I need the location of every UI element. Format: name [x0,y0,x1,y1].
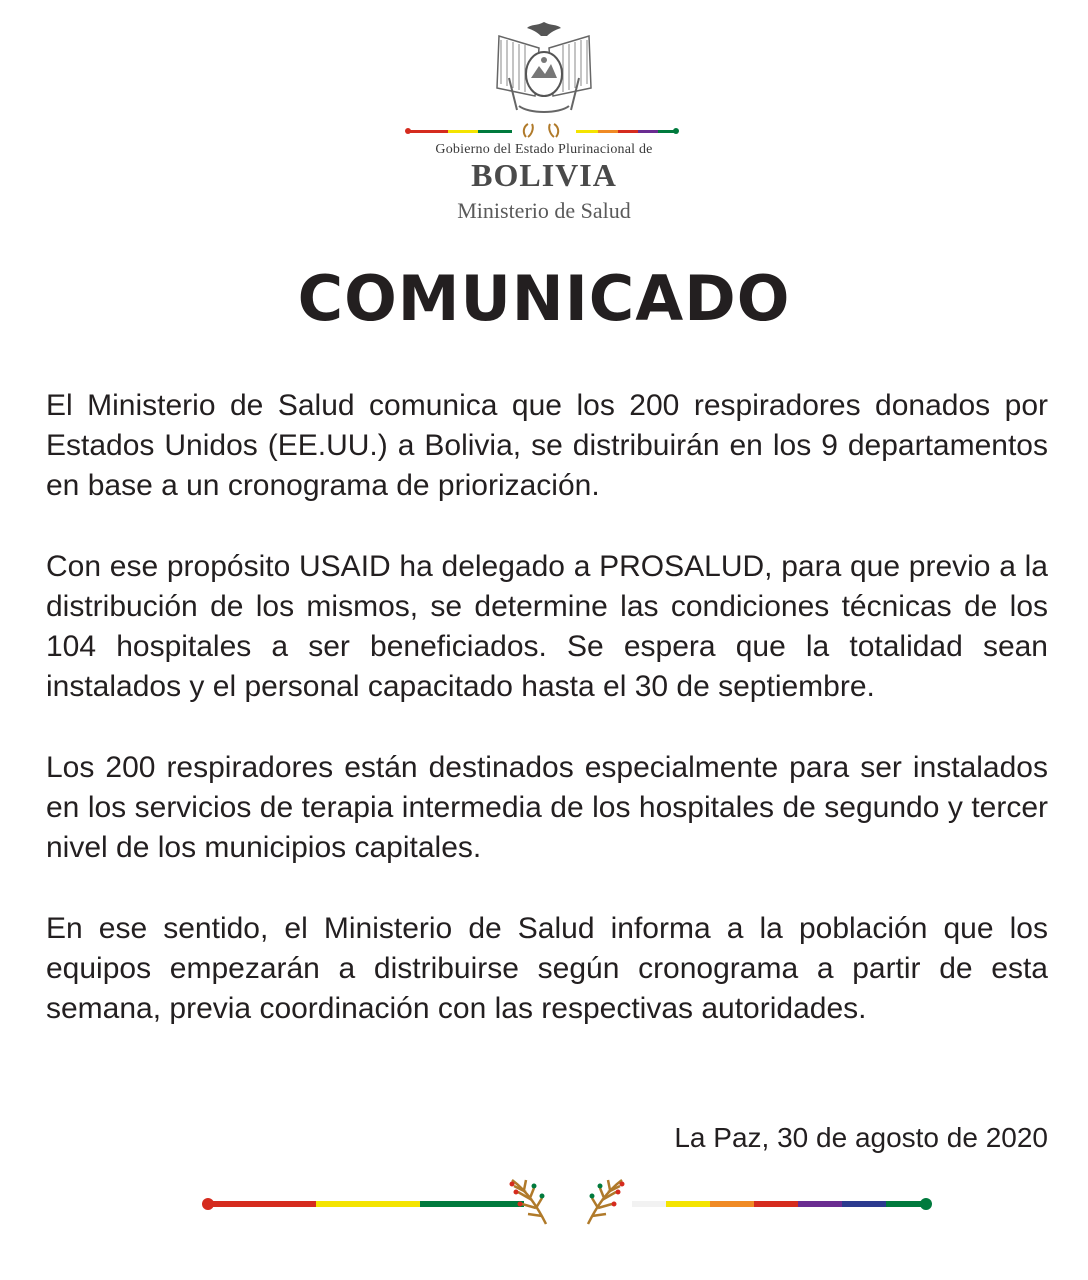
country-name: BOLIVIA [471,157,617,193]
paragraph-2: Con ese propósito USAID ha delegado a PROSALUD, para que previo a la distribución de los mismos, se determine las condiciones técnicas de los 104 hospitales a ser beneficiados. Se espera que la totalidad sean instalados y el personal capacitado hasta el 30 de septiembre. [46,550,1048,703]
government-line: Gobierno del Estado Plurinacional de [435,142,653,157]
ministry-name: Ministerio de Salud [457,198,631,223]
header [0,18,1088,224]
paragraph-3: Los 200 respiradores están destinados especialmente para ser instalados en los servicios de terapia intermedia de los hospitales de segundo y tercer nivel de los municipios capitales. [46,751,1048,864]
paragraph-4: En ese sentido, el Ministerio de Salud informa a la población que los equipos empezarán a distribuirse según cronograma a partir de esta semana, previa coordinación con las respectivas autoridades. [46,912,1048,1025]
bolivia-coat-of-arms-icon [489,18,599,118]
date-line: La Paz, 30 de agosto de 2020 [674,1122,1048,1153]
communique-body [46,386,1048,1070]
page-title: COMUNICADO [297,262,791,335]
paragraph-1: El Ministerio de Salud comunica que los 200 respiradores donados por Estados Unidos (EE.UU.) a Bolivia, se distribuirán en los 9 departamentos en base a un cronograma de priorización. [46,389,1048,502]
flag-color-line-icon [404,122,684,140]
laurel-branches-flag-line-icon [196,1162,936,1232]
